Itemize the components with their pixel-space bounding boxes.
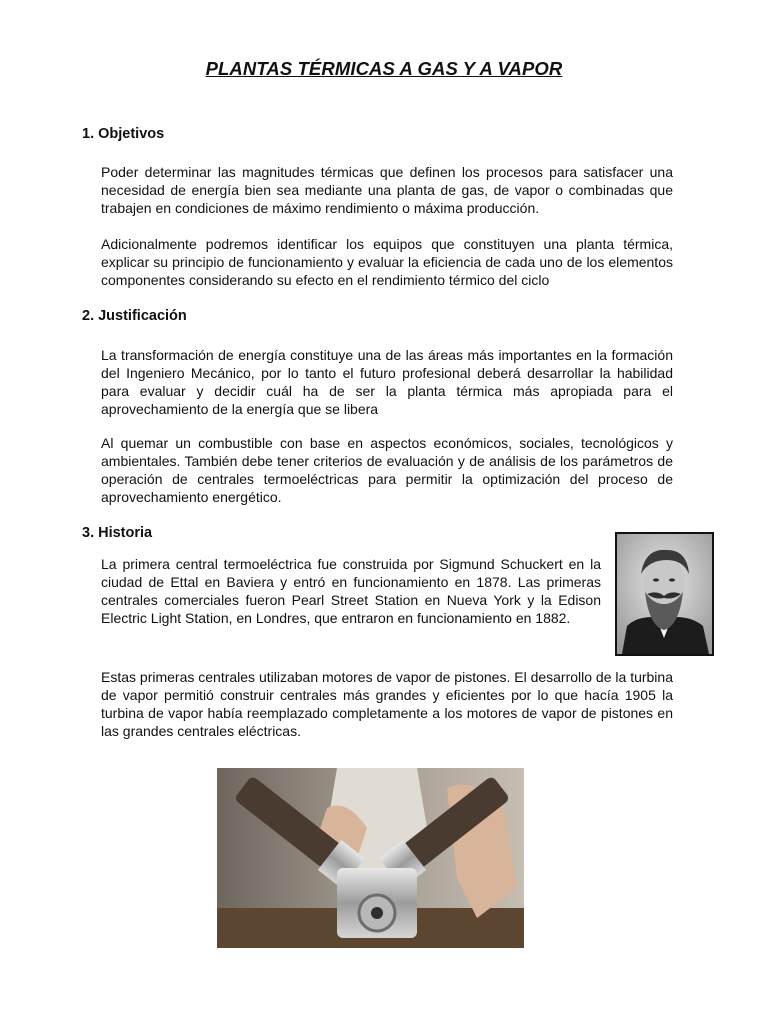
section-heading-objetivos: 1. Objetivos — [82, 126, 165, 142]
portrait-photo — [615, 532, 714, 656]
page-title: PLANTAS TÉRMICAS A GAS Y A VAPOR — [205, 58, 563, 79]
section-heading-justificacion: 2. Justificación — [82, 308, 187, 324]
paragraph-historia-2: Estas primeras centrales utilizaban motores de vapor de pistones. El desarrollo de la turbina de vapor permitió construir centrales más grandes y eficientes por lo que hacía 1905 la turbina de vapor había reemplazado completamente a los motores de vapor de pistones en las grandes centrales eléctricas. — [101, 669, 673, 739]
paragraph-objetivos-1: Poder determinar las magnitudes térmicas que definen los procesos para satisfacer una necesidad de energía bien sea mediante una planta de gas, de vapor o combinadas que trabajen en condiciones de máximo rendimiento o máxima producción. — [101, 164, 673, 216]
paragraph-justificacion-2: Al quemar un combustible con base en aspectos económicos, sociales, tecnológicos y ambientales. También debe tener criterios de evaluación y de análisis de los parámetros de operación de centrales termoeléctricas para permitir la optimización del proceso de aprovechamiento energético. — [101, 435, 673, 505]
section-heading-historia: 3. Historia — [82, 525, 153, 541]
paragraph-justificacion-1: La transformación de energía constituye una de las áreas más importantes en la formación del Ingeniero Mecánico, por lo tanto el futuro profesional deberá desarrollar la habilidad para evaluar y decidir cuál ha de ser la planta térmica más apropiada para el aprovechamiento de la energía que se libera — [101, 347, 673, 417]
paragraph-objetivos-2: Adicionalmente podremos identificar los equipos que constituyen una planta térmica, explicar su principio de funcionamiento y evaluar la eficiencia de cada uno de los elementos componentes considerando su efecto en el rendimiento térmico del ciclo — [101, 236, 673, 288]
engine-photo — [217, 768, 524, 948]
paragraph-historia-1: La primera central termoeléctrica fue construida por Sigmund Schuckert en la ciudad de Ettal en Baviera y entró en funcionamiento en 1878. Las primeras centrales comerciales fueron Pearl Street Station en Nueva York y la Edison Electric Light Station, en Londres, que entraron en funcionamiento en 1882. — [101, 556, 601, 626]
